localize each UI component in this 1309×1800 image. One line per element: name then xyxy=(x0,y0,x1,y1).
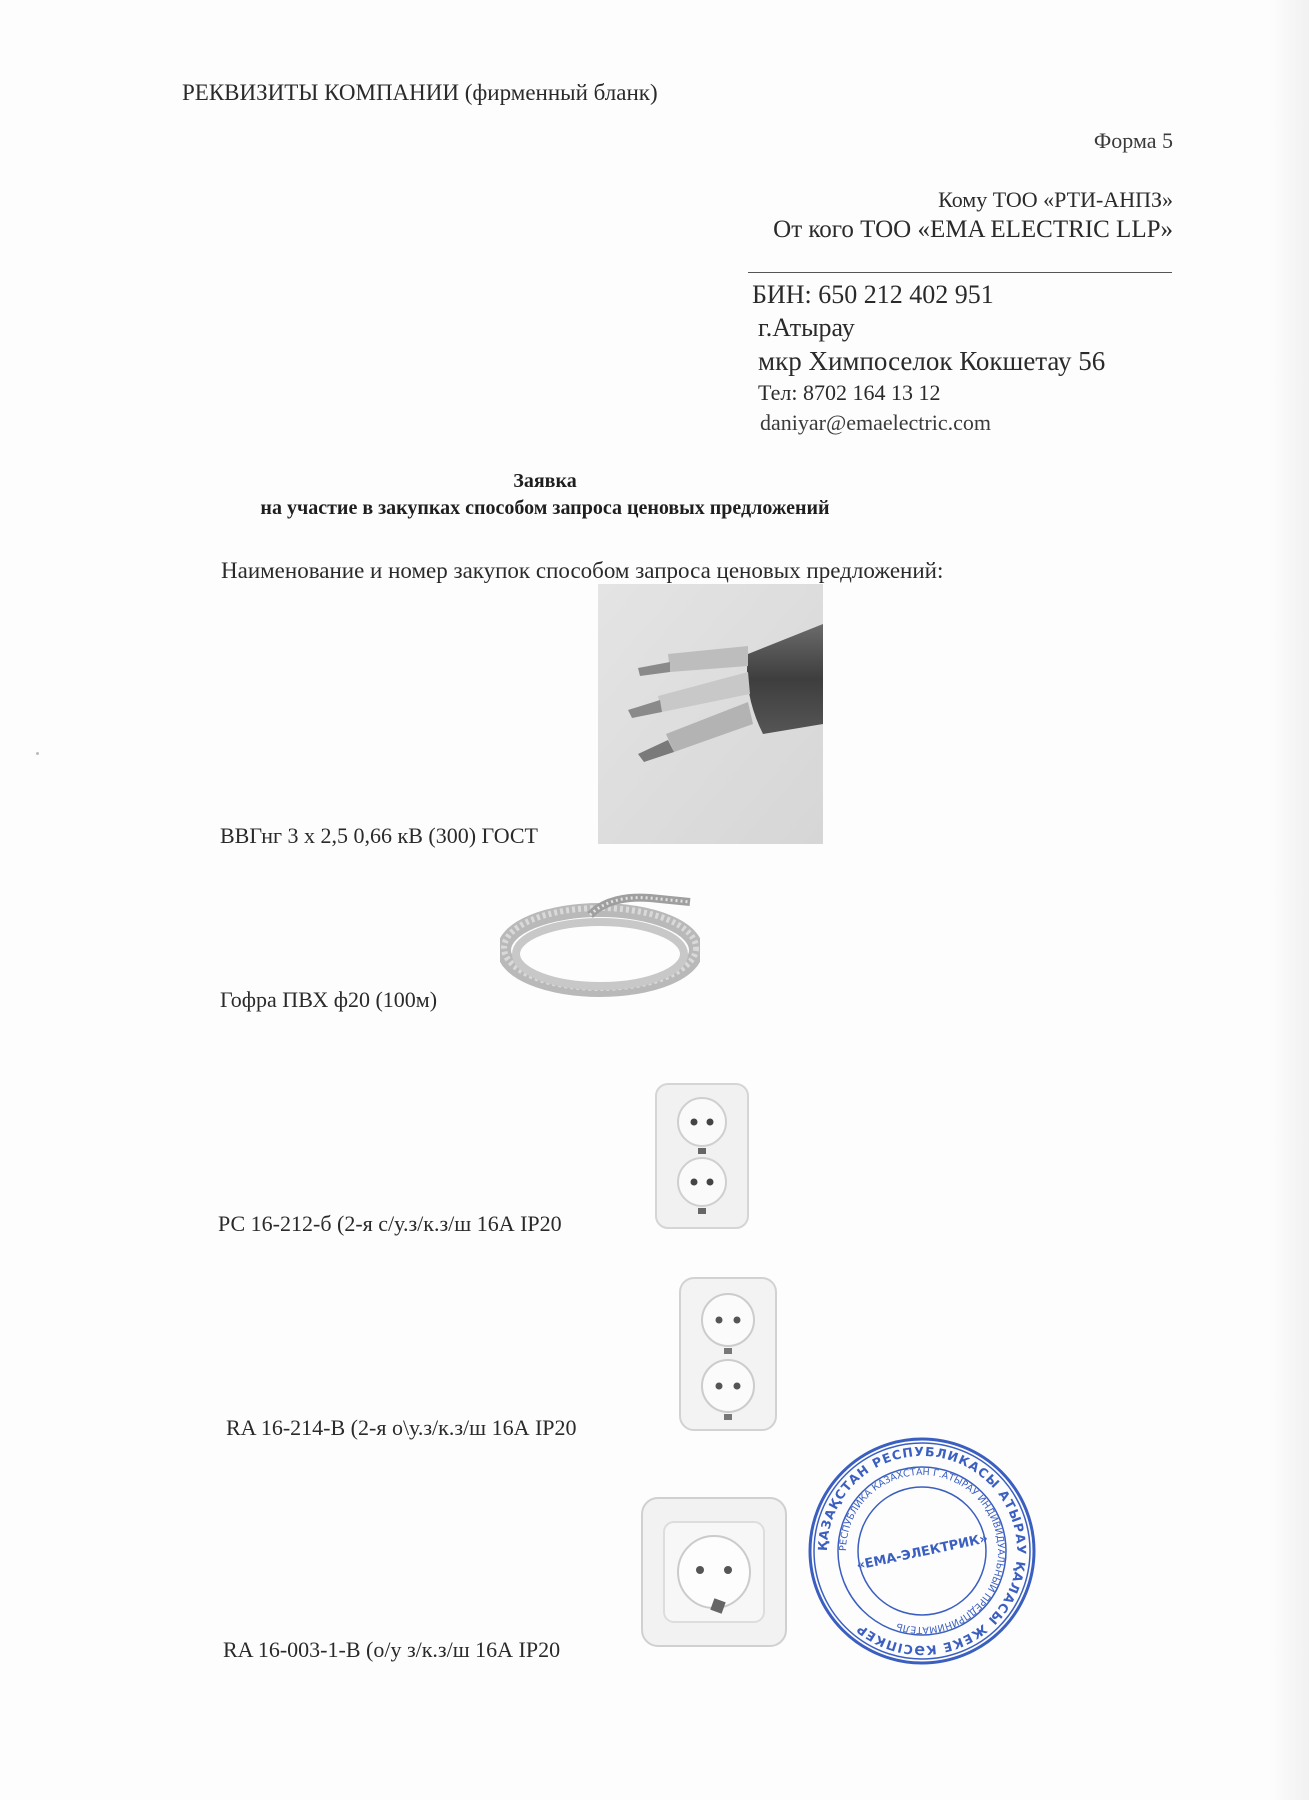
double-socket-photo-2 xyxy=(678,1276,778,1432)
form-number: Форма 5 xyxy=(1093,128,1173,153)
item-label-5: RA 16-003-1-В (о/у з/к.з/ш 16А IP20 xyxy=(223,1637,561,1662)
stamp-center-text: «ЕМА-ЭЛЕКТРИК» xyxy=(855,1531,990,1574)
email: daniyar@emaelectric.com xyxy=(760,410,991,435)
item-label-3: РС 16-212-б (2-я с/у.з/к.з/ш 16А IP20 xyxy=(218,1211,562,1236)
scan-edge-shadow xyxy=(1269,0,1309,1800)
signature-rule xyxy=(748,272,1172,273)
cable-photo xyxy=(598,584,823,844)
address: мкр Химпоселок Кокшетау 56 xyxy=(758,346,1106,376)
procurement-lead: Наименование и номер закупок способом запроса ценовых предложений: xyxy=(221,558,944,583)
stamp-ring-outer-text: ҚАЗАҚСТАН РЕСПУБЛИКАСЫ АТЫРАУ ҚАЛАСЫ ЖЕКЕ КӘСІПКЕР xyxy=(814,1443,1030,1659)
item-label-1: ВВГнг 3 х 2,5 0,66 кВ (300) ГОСТ xyxy=(220,823,538,848)
corrugated-pipe-photo xyxy=(500,890,700,1010)
company-stamp xyxy=(806,1435,1038,1667)
letterhead-caption: РЕКВИЗИТЫ КОМПАНИИ (фирменный бланк) xyxy=(182,80,658,105)
item-label-2: Гофра ПВХ ф20 (100м) xyxy=(220,987,438,1012)
double-socket-photo-1 xyxy=(654,1082,750,1230)
bin-number: БИН: 650 212 402 951 xyxy=(752,280,994,309)
item-label-4: RA 16-214-В (2-я о\у.з/к.з/ш 16А IP20 xyxy=(226,1415,577,1440)
sender-line: От кого ТОО «EMA ELECTRIC LLP» xyxy=(773,216,1173,243)
scan-speck xyxy=(36,752,39,755)
single-socket-photo xyxy=(640,1496,788,1648)
phone: Тел: 8702 164 13 12 xyxy=(758,380,941,405)
stamp-ring-inner-text: РЕСПУБЛИКА КАЗАХСТАН Г.АТЫРАУ ИНДИВИДУАЛЬНЫЙ ПРЕДПРИНИМАТЕЛЬ xyxy=(837,1466,1007,1636)
doc-title: Заявка xyxy=(513,470,577,492)
city: г.Атырау xyxy=(758,313,855,342)
doc-subtitle: на участие в закупках способом запроса ценовых предложений xyxy=(260,497,830,519)
recipient-line: Кому ТОО «РТИ-АНПЗ» xyxy=(938,187,1173,212)
